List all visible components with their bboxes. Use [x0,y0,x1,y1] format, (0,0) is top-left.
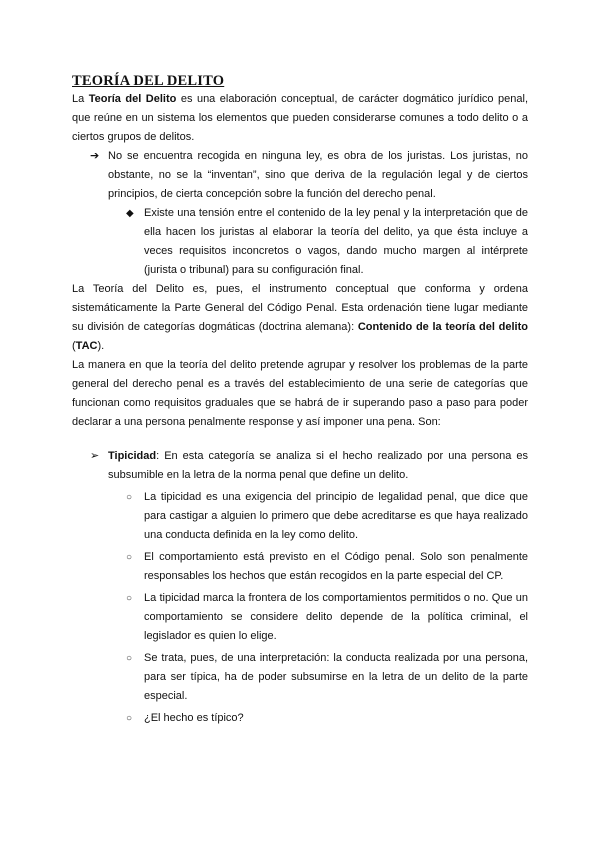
arrow-bullet-icon: ➔ [90,150,100,162]
p2-mid: ( [72,340,76,352]
list-item-text: Existe una tensión entre el contenido de la ley penal y la interpretación que de ella hacen los juristas al elaborar la teoría del delito, ya que ésta incluye a veces requisitos inconcretos o vagos, dando mucho margen al intérprete (jurista o tribunal) para su configuración final. [144,207,528,276]
circle-bullet-icon: ○ [126,713,133,724]
list-item-diamond [126,204,528,280]
triangle-arrow-bullet-icon: ➢ [90,450,100,462]
list-item [126,649,528,706]
list-item-text: ¿El hecho es típico? [144,712,244,724]
page-title: TEORÍA DEL DELITO [72,73,225,89]
list-item-text: El comportamiento está previsto en el Código penal. Solo son penalmente responsables los hechos que están recogidos en la parte especial del CP. [144,551,528,582]
diamond-bullet-icon: ◆ [126,208,134,219]
intro-bold-term: Teoría del Delito [88,93,177,105]
intro-paragraph [72,90,528,147]
circle-bullet-icon: ○ [126,593,133,604]
p2-bold-2: TAC [75,340,98,352]
intro-pre: La [72,93,89,105]
document-page [72,72,528,728]
list-item [126,709,528,728]
p2-post: ). [97,340,105,352]
list-item-text: : En esta categoría se analiza si el hecho realizado por una persona es subsumible en la letra de la norma penal que define un delito. [108,450,528,481]
list-item-text: La tipicidad es una exigencia del principio de legalidad penal, que dice que para castigar a alguien lo primero que debe acreditarse es que haya realizado una conducta definida en la ley como delito. [144,491,528,541]
list-item-text: La tipicidad marca la frontera de los comportamientos permitidos o no. Que un comportamiento se considere delito depende de la política criminal, el legislador es quien lo elige. [144,592,528,642]
list-item [126,589,528,646]
tipicidad-term: Tipicidad [108,450,157,462]
circle-bullet-icon: ○ [126,653,133,664]
circle-bullet-icon: ○ [126,492,133,503]
p2-pre: La Teoría del Delito es, pues, el instrumento conceptual que conforma y ordena sistemáticamente la Parte General del Código Penal. Esta ordenación tiene lugar mediante su división de categorías dogmáticas (doctrina alemana): [72,283,528,333]
list-item [126,548,528,586]
intro-post: es una elaboración conceptual, de carácter dogmático jurídico penal, que reúne en un sistema los elementos que pueden considerarse comunes a todo delito o a ciertos grupos de delitos. [72,93,529,143]
list-item-tipicidad [90,447,528,485]
paragraph-2 [72,280,528,356]
paragraph-3: La manera en que la teoría del delito pretende agrupar y resolver los problemas de la parte general del derecho penal es a través del establecimiento de una serie de categorías que funcionan como requisitos graduales que se habrá de ir superando paso a paso para poder declarar a una persona penalmente response y así imponer una pena. Son: [72,359,528,428]
p2-bold-1: Contenido de la teoría del delito [357,321,528,333]
list-item [126,488,528,545]
list-item-arrow [90,147,528,204]
list-item-text: Se trata, pues, de una interpretación: la conducta realizada por una persona, para ser típica, ha de poder subsumirse en la letra de un delito de la parte especial. [144,652,528,702]
list-item-text: No se encuentra recogida en ninguna ley, es obra de los juristas. Los juristas, no obstante, no se la “inventan”, sino que deriva de la regulación legal y de ciertos principios, de cierta concepción sobre la función del derecho penal. [108,150,528,200]
circle-bullet-icon: ○ [126,552,133,563]
